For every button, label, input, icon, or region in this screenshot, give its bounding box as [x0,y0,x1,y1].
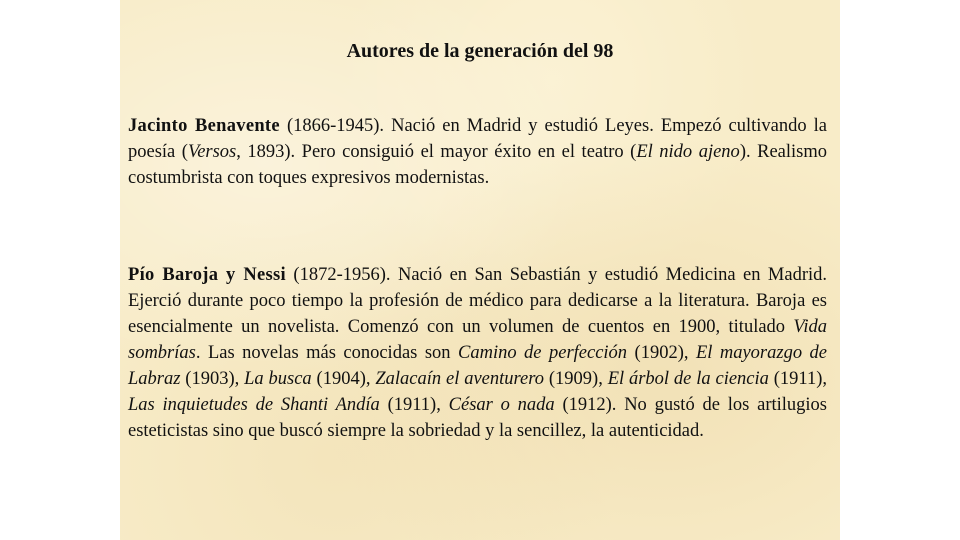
text-segment: (1902), [627,343,696,363]
author-paragraph-baroja [128,262,827,444]
work-title: Zalacaín el aventurero [375,369,545,389]
work-title: El árbol de la ciencia [607,369,769,389]
author-name: Jacinto Benavente [128,116,280,136]
work-title: El nido ajeno [636,142,740,162]
work-title: César o nada [448,395,555,415]
text-segment: , 1893). Pero consiguió el mayor éxito en el teatro ( [236,142,637,162]
slide [120,0,840,540]
text-segment: (1903), [180,369,245,389]
work-title: La busca [244,369,312,389]
text-segment: (1909), [544,369,608,389]
work-title: Camino de perfección [458,343,628,363]
text-segment: (1911), [379,395,449,415]
text-segment: (1904), [311,369,376,389]
slide-title: Autores de la generación del 98 [346,40,614,62]
work-title: Vida sombrías [128,317,827,363]
text-segment: (1911), [768,369,828,389]
work-title: El mayorazgo de Labraz [128,343,828,389]
work-title: Versos [187,142,237,162]
work-title: Las inquietudes de Shanti Andía [128,395,380,415]
text-segment: . Las novelas más conocidas son [195,343,458,363]
text-segment: (1912). No gustó de los artilugios esteticistas sino que buscó siempre la sobriedad y la sencillez, la autenticidad. [128,395,827,441]
text-segment: (1866-1945). Nació en Madrid y estudió Leyes. Empezó cultivando la poesía ( [128,116,827,162]
text-segment: (1872-1956). Nació en San Sebastián y estudió Medicina en Madrid. Ejerció durante poco tiempo la profesión de médico para dedicarse a la literatura. Baroja es esencialmente un novelista. Comenzó con un volumen de cuentos en 1900, titulado [128,265,828,337]
author-paragraph-benavente [128,113,827,191]
author-name: Pío Baroja y Nessi [128,265,286,285]
text-segment: ). Realismo costumbrista con toques expresivos modernistas. [128,142,827,188]
